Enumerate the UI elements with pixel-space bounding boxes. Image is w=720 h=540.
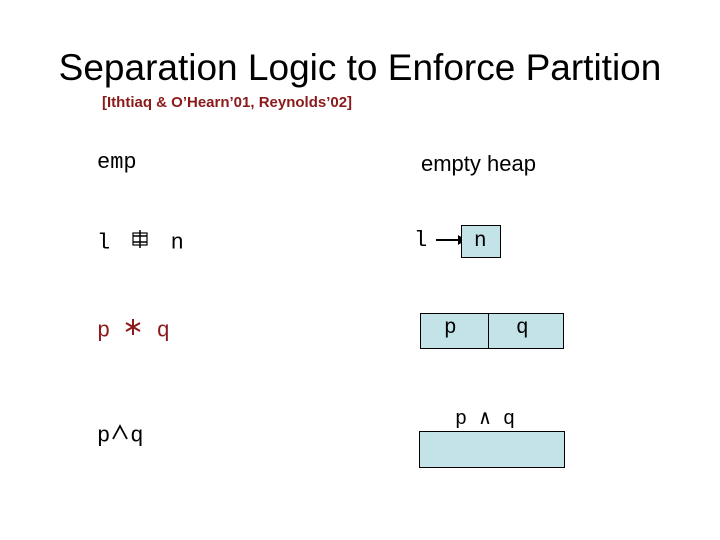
points-to-lhs: l — [97, 230, 111, 256]
emp-meaning: empty heap — [421, 151, 536, 176]
sep-conj-left-cell: p — [444, 317, 457, 340]
conj-rhs: q — [130, 423, 144, 449]
citation: [Ithtiaq & O’Hearn’01, Reynolds’02] — [102, 94, 353, 111]
conj-formula — [97, 423, 143, 448]
points-to-cell-value: n — [474, 230, 487, 253]
sep-conj-formula — [97, 318, 170, 343]
emp-formula: emp — [97, 150, 137, 175]
slide-title: Separation Logic to Enforce Partition — [58, 47, 662, 88]
separating-star-icon — [125, 318, 141, 343]
sep-conj-divider — [488, 314, 489, 348]
sep-conj-heap — [420, 313, 564, 349]
sep-conj-lhs: p — [97, 318, 111, 344]
points-to-icon — [129, 228, 151, 257]
points-to-rhs: n — [170, 230, 184, 256]
logical-and-icon — [111, 423, 129, 448]
points-to-source: l — [414, 228, 428, 253]
conj-heap-label: p ∧ q — [455, 408, 516, 431]
sep-conj-rhs: q — [156, 318, 170, 344]
points-to-formula — [97, 228, 184, 257]
sep-conj-right-cell: q — [516, 317, 529, 340]
points-to-cell — [461, 225, 501, 258]
conj-lhs: p — [97, 423, 111, 449]
conj-heap — [419, 431, 565, 468]
